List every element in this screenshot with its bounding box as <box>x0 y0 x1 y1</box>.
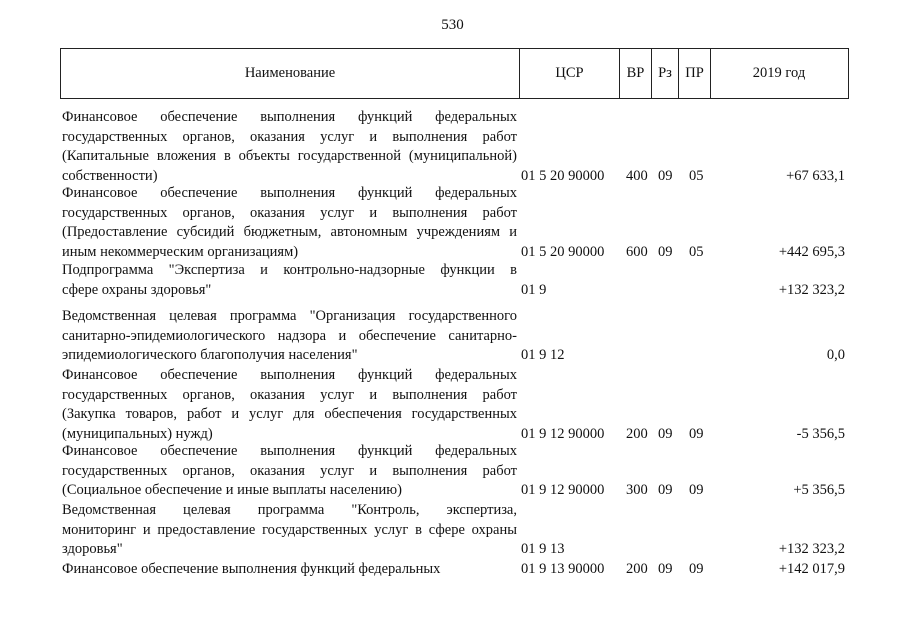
row-csr: 01 9 12 90000 <box>521 482 605 499</box>
row-vr: 600 <box>626 244 648 261</box>
row-value: +67 633,1 <box>786 168 845 185</box>
header-name: Наименование <box>61 49 520 98</box>
row-csr: 01 5 20 90000 <box>521 244 605 261</box>
row-name-line: иным некоммерческим организациям) <box>62 244 299 261</box>
header-pr: ПР <box>679 49 711 98</box>
row-name-line: Подпрограмма "Экспертиза и контрольно-надзорные функции в <box>62 262 517 278</box>
row-name-line: (Капитальные вложения в объекты государственной (муниципальной) <box>62 148 517 165</box>
header-csr: ЦСР <box>520 49 620 98</box>
row-name <box>62 108 517 187</box>
row-name-line: Ведомственная целевая программа "Контроль, экспертиза, <box>62 502 517 518</box>
row-name <box>62 442 517 501</box>
row-rz: 09 <box>658 244 673 261</box>
row-name-line: Финансовое обеспечение выполнения функций федеральных <box>62 109 517 125</box>
row-name-line: государственных органов, оказания услуг и выполнения работ <box>62 386 517 403</box>
header-vr: ВР <box>620 49 652 98</box>
row-name-line: Финансовое обеспечение выполнения функций федеральных <box>62 367 517 383</box>
row-vr: 400 <box>626 168 648 185</box>
row-name-line: сфере охраны здоровья" <box>62 281 212 298</box>
row-csr: 01 9 13 <box>521 541 565 558</box>
row-value: +142 017,9 <box>778 561 845 577</box>
row-name-line: санитарно-эпидемиологического надзора и обеспечение санитарно- <box>62 327 517 344</box>
row-name-line: (Закупка товаров, работ и услуг для обеспечения государственных <box>62 406 517 423</box>
row-name-line: собственности) <box>62 168 158 185</box>
row-name <box>62 501 517 560</box>
row-name-line: мониторинг и предоставление государственных услуг в сфере охраны <box>62 521 517 538</box>
row-rz: 09 <box>658 426 673 443</box>
row-value: -5 356,5 <box>796 426 845 443</box>
row-value: +442 695,3 <box>778 244 845 261</box>
row-value: +5 356,5 <box>793 482 845 499</box>
page-number: 530 <box>441 17 464 33</box>
row-pr: 09 <box>689 426 704 443</box>
row-name <box>62 366 517 445</box>
row-name-line: эпидемиологического благополучия населения" <box>62 347 358 364</box>
row-rz: 09 <box>658 168 673 185</box>
row-csr: 01 5 20 90000 <box>521 168 605 185</box>
row-name-line: государственных органов, оказания услуг и выполнения работ <box>62 128 517 145</box>
row-name <box>62 184 517 263</box>
row-name-line: здоровья" <box>62 541 123 558</box>
row-vr: 300 <box>626 482 648 499</box>
row-name-line: Финансовое обеспечение выполнения функций федеральных <box>62 185 517 201</box>
row-vr: 200 <box>626 561 648 577</box>
header-rz: Рз <box>652 49 679 98</box>
row-name-line: Ведомственная целевая программа "Организация государственного <box>62 308 517 324</box>
header-year: 2019 год <box>752 65 806 81</box>
row-name-line: государственных органов, оказания услуг и выполнения работ <box>62 462 517 479</box>
row-csr: 01 9 13 90000 <box>521 561 605 577</box>
row-value: 0,0 <box>826 347 845 364</box>
row-value: +132 323,2 <box>778 281 845 298</box>
row-name-line: Финансовое обеспечение выполнения функций федеральных <box>62 561 441 577</box>
row-csr: 01 9 12 90000 <box>521 426 605 443</box>
row-csr: 01 9 12 <box>521 347 565 364</box>
row-pr: 05 <box>689 244 704 261</box>
row-csr: 01 9 <box>521 281 547 298</box>
row-name-line: Финансовое обеспечение выполнения функций федеральных <box>62 443 517 459</box>
row-value: +132 323,2 <box>778 541 845 558</box>
row-rz: 09 <box>658 482 673 499</box>
row-pr: 09 <box>689 482 704 499</box>
row-name <box>62 261 517 300</box>
row-name-line: государственных органов, оказания услуг и выполнения работ <box>62 204 517 221</box>
row-pr: 05 <box>689 168 704 185</box>
row-pr: 09 <box>689 561 704 577</box>
row-name <box>62 307 517 366</box>
row-vr: 200 <box>626 426 648 443</box>
row-rz: 09 <box>658 561 673 577</box>
row-name-line: (Социальное обеспечение и иные выплаты населению) <box>62 482 402 499</box>
table-header <box>60 48 849 99</box>
row-name-line: (Предоставление субсидий бюджетным, автономным учреждениям и <box>62 224 517 241</box>
row-name <box>62 560 517 580</box>
row-name-line: (муниципальных) нужд) <box>62 426 213 443</box>
